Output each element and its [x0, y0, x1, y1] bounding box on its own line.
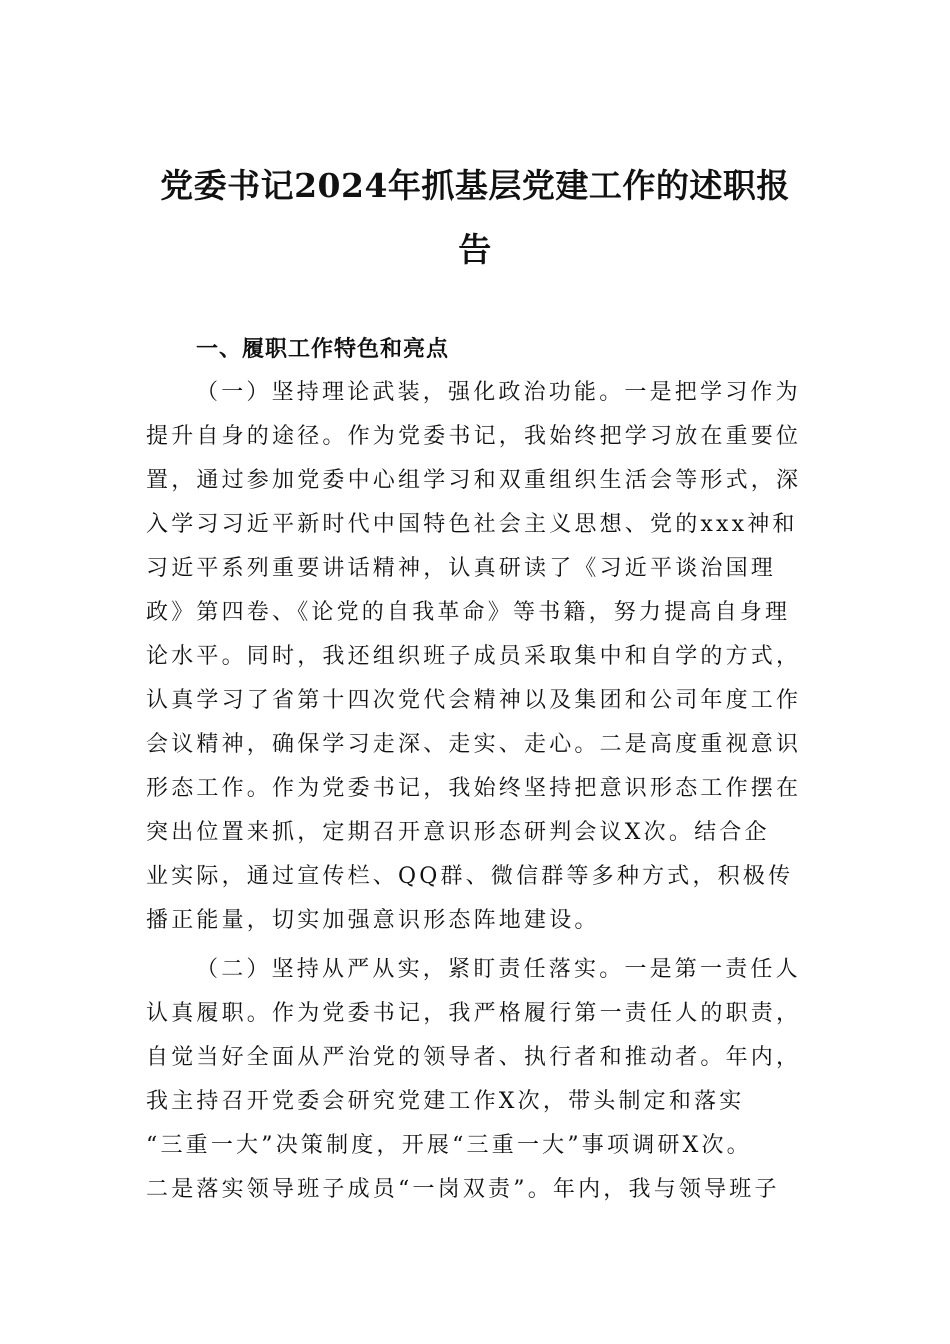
document-title-line-2: 告	[458, 230, 492, 269]
paragraph-line: 论水平。同时，我还组织班子成员采取集中和自学的方式，	[146, 644, 802, 669]
paragraph-line: 会议精神，确保学习走深、走实、走心。二是高度重视意识	[146, 732, 802, 757]
paragraph-line: （二）坚持从严从实，紧盯责任落实。一是第一责任人	[196, 957, 801, 982]
paragraph-line: “三重一大”决策制度，开展“三重一大”事项调研X次。	[146, 1133, 752, 1158]
paragraph-line: 播正能量，切实加强意识形态阵地建设。	[146, 908, 600, 933]
paragraph-line: 我主持召开党委会研究党建工作X次，带头制定和落实	[146, 1089, 745, 1114]
paragraph-line: 突出位置来抓，定期召开意识形态研判会议X次。结合企	[146, 820, 770, 845]
paragraph-line: 业实际，通过宣传栏、QQ群、微信群等多种方式，积极传	[146, 864, 794, 889]
paragraph-line: （一）坚持理论武装，强化政治功能。一是把学习作为	[196, 380, 801, 405]
paragraph-line: 二是落实领导班子成员“一岗双责”。年内，我与领导班子	[146, 1177, 780, 1202]
paragraph-line: 政》第四卷、《论党的自我革命》等书籍，努力提高自身理	[146, 600, 791, 625]
paragraph-line: 形态工作。作为党委书记，我始终坚持把意识形态工作摆在	[146, 776, 802, 801]
paragraph-line: 入学习习近平新时代中国特色社会主义思想、党的xxx神和	[146, 512, 798, 537]
document-title-line-1: 党委书记2024年抓基层党建工作的述职报	[160, 166, 790, 205]
paragraph-line: 置，通过参加党委中心组学习和双重组织生活会等形式，深	[146, 468, 802, 493]
paragraph-line: 习近平系列重要讲话精神，认真研读了《习近平谈治国理	[146, 556, 777, 581]
section-heading: 一、履职工作特色和亮点	[196, 336, 450, 362]
paragraph-line: 自觉当好全面从严治党的领导者、执行者和推动者。年内，	[146, 1045, 802, 1070]
paragraph-line: 认真履职。作为党委书记，我严格履行第一责任人的职责，	[146, 1001, 802, 1026]
paragraph-line: 提升自身的途径。作为党委书记，我始终把学习放在重要位	[146, 424, 802, 449]
paragraph-line: 认真学习了省第十四次党代会精神以及集团和公司年度工作	[146, 688, 802, 713]
